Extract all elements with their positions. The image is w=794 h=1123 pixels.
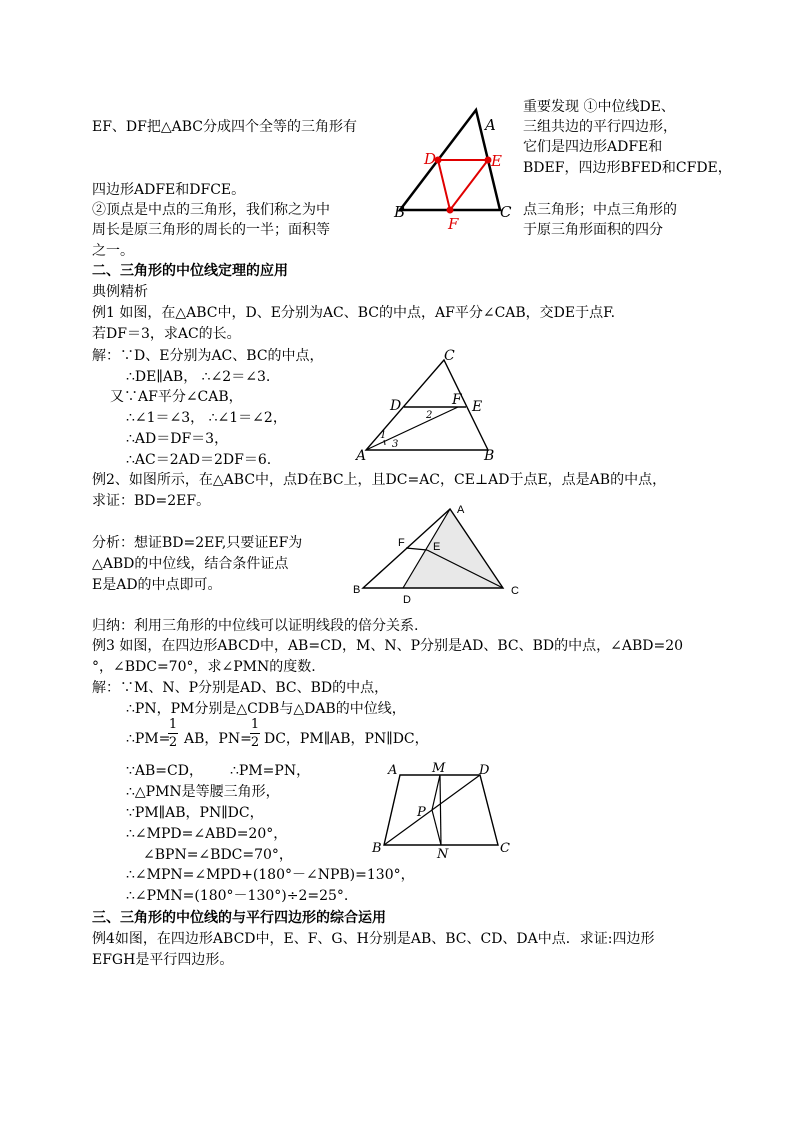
intro-text: 三组共边的平行四边形， [523, 119, 677, 135]
intro-text: 重要发现 ①中位线DE、 [523, 99, 675, 115]
ex3-step: ∴∠MPD=∠ABD=20°， [126, 826, 288, 842]
label-d: D [479, 763, 490, 778]
intro-text: ②顶点是中点的三角形，我们称之为中 [92, 202, 330, 218]
ex3-question: °，∠BDC=70°，求∠PMN的度数. [92, 659, 316, 675]
section-heading: 二、三角形的中位线定理的应用 [92, 263, 288, 279]
ex3-step: ∴△PMN是等腰三角形， [126, 784, 280, 800]
angle-label: 3 [392, 439, 399, 450]
intro-text: 四边形ADFE和DFCE。 [92, 182, 246, 198]
ex1-step: ∴AD＝DF＝3， [126, 431, 229, 447]
ex3-step: ∴PM=PN， [230, 763, 311, 779]
figure-midpoint-triangle [390, 100, 520, 240]
fraction-denominator: 2 [250, 735, 260, 750]
label-d: D [424, 150, 437, 168]
label-f: F [448, 215, 459, 233]
intro-text: EF、DF把△ABC分成四个全等的三角形有 [92, 119, 358, 135]
label-e: E [472, 399, 483, 415]
ex3-step: ∴∠PMN=(180°－130°)÷2=25°. [126, 888, 349, 904]
label-a: A [457, 504, 465, 516]
ex4-question: EFGH是平行四边形。 [92, 952, 234, 968]
label-a: A [356, 448, 367, 464]
ex1-question: 若DF＝3，求AC的长。 [92, 326, 241, 342]
label-d: D [403, 594, 411, 606]
label-c: C [511, 585, 519, 597]
label-b: B [372, 841, 382, 856]
fraction-numerator: 1 [250, 717, 260, 732]
ex2-analysis: E是AD的中点即可。 [92, 577, 222, 593]
ex1-step: ∴DE∥AB， ∴∠2＝∠3. [126, 369, 271, 385]
ex3-question: 例3 如图，在四边形ABCD中，AB=CD，M、N、P分别是AD、BC、BD的中点，∠ABD=20 [92, 638, 684, 654]
label-b: B [394, 203, 406, 221]
ex1-question: 例1 如图，在△ABC中，D、E分别为AC、BC的中点，AF平分∠CAB，交DE于点F. [92, 305, 616, 321]
label-c: C [500, 841, 510, 856]
ex3-step: ∴PM= [126, 731, 171, 747]
ex1-step: ∴∠1＝∠3， ∴∠1＝∠2， [126, 410, 287, 426]
ex3-step: ∵PM∥AB，PN∥DC， [126, 805, 264, 821]
angle-label: 2 [426, 410, 433, 421]
ex1-step: 又∵AF平分∠CAB， [110, 389, 243, 405]
ex3-step: ∠BPN=∠BDC=70°， [143, 847, 293, 863]
fraction-numerator: 1 [168, 717, 178, 732]
label-m: M [432, 761, 446, 776]
label-n: N [437, 847, 449, 862]
fraction-bar [168, 733, 178, 734]
label-c: C [444, 348, 455, 364]
ex3-step: ∵AB=CD， [126, 763, 203, 779]
ex3-step: DC，PM∥AB，PN∥DC， [264, 731, 429, 747]
figure-example-3 [372, 760, 522, 860]
intro-text: 周长是原三角形的周长的一半；面积等 [92, 222, 330, 238]
fraction-bar [250, 733, 260, 734]
ex3-step: AB，PN= [184, 731, 252, 747]
intro-text: 之一。 [92, 243, 134, 259]
ex2-question: 求证：BD=2EF。 [92, 493, 211, 509]
ex1-step: 解：∵D、E分别为AC、BC的中点， [92, 348, 324, 364]
angle-label: 1 [380, 430, 387, 441]
section-heading: 三、三角形的中位线的与平行四边形的综合运用 [92, 910, 386, 926]
ex1-step: ∴AC＝2AD＝2DF＝6. [126, 452, 272, 468]
label-a: A [388, 763, 398, 778]
intro-text: 点三角形；中点三角形的 [523, 202, 677, 218]
label-f: F [398, 537, 405, 549]
ex2-question: 例2、如图所示，在△ABC中，点D在BC上，且DC=AC，CE⊥AD于点E，点是AB的中点， [92, 472, 667, 488]
label-a: A [485, 116, 496, 134]
ex2-summary: 归纳：利用三角形的中位线可以证明线段的倍分关系. [92, 618, 419, 634]
figure-example-2 [348, 500, 528, 606]
ex3-step: ∴∠MPN=∠MPD+(180°－∠NPB)=130°， [126, 867, 415, 883]
figure-example-1 [352, 348, 502, 468]
label-d: D [390, 398, 402, 414]
ex3-step: ∴PN，PM分别是△CDB与△DAB的中位线， [126, 701, 406, 717]
fraction-denominator: 2 [168, 735, 178, 750]
intro-text: 于原三角形面积的四分 [523, 222, 663, 238]
ex2-analysis: 分析：想证BD=2EF,只要证EF为 [92, 535, 303, 551]
ex4-question: 例4如图，在四边形ABCD中，E、F、G、H分别是AB、BC、CD、DA中点．求证:四边形 [92, 931, 655, 947]
label-b: B [484, 448, 495, 464]
subheading: 典例精析 [92, 284, 148, 300]
intro-text: 它们是四边形ADFE和 [523, 139, 663, 155]
label-e: E [433, 541, 441, 553]
label-e: E [491, 152, 502, 170]
label-b: B [353, 584, 361, 596]
label-p: P [417, 805, 426, 820]
label-f: F [452, 392, 462, 408]
label-c: C [500, 203, 512, 221]
ex3-step: 解：∵M、N、P分别是AD、BC、BD的中点， [92, 680, 389, 696]
ex2-analysis: △ABD的中位线，结合条件证点 [92, 556, 289, 572]
intro-text: BDEF，四边形BFED和CFDE， [523, 160, 732, 176]
